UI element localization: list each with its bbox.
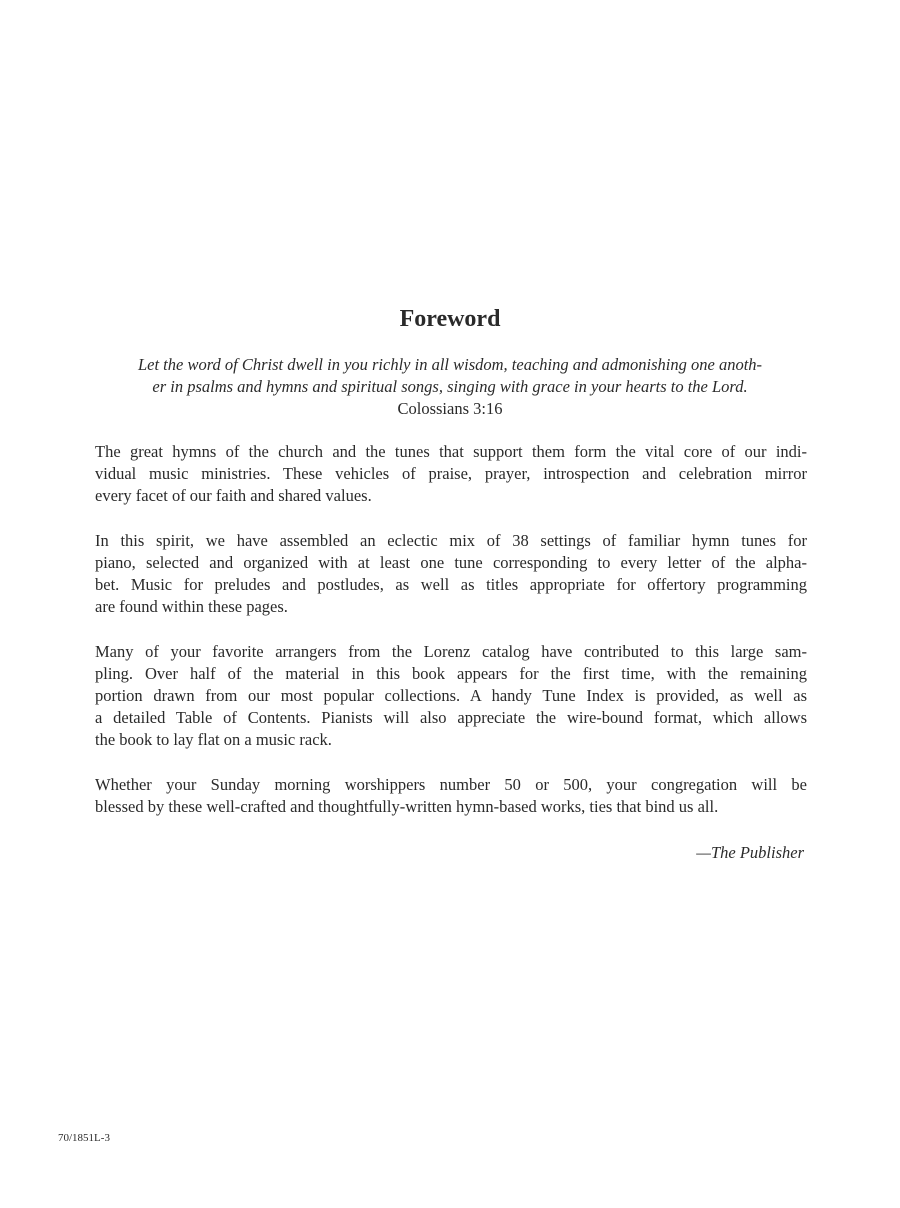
paragraph-line: are found within these pages.	[95, 597, 288, 616]
page-title: Foreword	[399, 306, 501, 332]
paragraph-line: piano, selected and organized with at least one tune corresponding to every letter of the alpha-	[95, 553, 807, 572]
paragraph-line: bet. Music for preludes and postludes, as well as titles appropriate for offertory programming	[95, 575, 807, 594]
paragraph-line: a detailed Table of Contents. Pianists will also appreciate the wire-bound format, which allows	[95, 708, 807, 727]
epigraph-line: Let the word of Christ dwell in you richly in all wisdom, teaching and admonishing one anoth-	[137, 355, 763, 374]
paragraph-4	[95, 774, 807, 818]
paragraph-line: blessed by these well-crafted and thoughtfully-written hymn-based works, ties that bind us all.	[95, 797, 719, 816]
paragraph-line: The great hymns of the church and the tunes that support them form the vital core of our indi-	[95, 442, 807, 461]
paragraph-line: In this spirit, we have assembled an eclectic mix of 38 settings of familiar hymn tunes for	[95, 531, 807, 550]
paragraph-line: the book to lay flat on a music rack.	[95, 730, 332, 749]
epigraph	[80, 354, 820, 420]
epigraph-reference: Colossians 3:16	[397, 399, 503, 418]
paragraph-2	[95, 530, 807, 618]
signature: —The Publisher	[696, 843, 804, 862]
paragraph-line: pling. Over half of the material in this book appears for the first time, with the remaining	[95, 664, 807, 683]
paragraph-line: Many of your favorite arrangers from the Lorenz catalog have contributed to this large sam-	[95, 642, 807, 661]
paragraph-3	[95, 641, 807, 751]
paragraph-line: portion drawn from our most popular collections. A handy Tune Index is provided, as well as	[95, 686, 807, 705]
paragraph-line: every facet of our faith and shared values.	[95, 486, 372, 505]
paragraph-1	[95, 441, 807, 507]
catalog-number: 70/1851L-3	[58, 1132, 110, 1144]
paragraph-line: vidual music ministries. These vehicles of praise, prayer, introspection and celebration mirror	[95, 464, 807, 483]
epigraph-line: er in psalms and hymns and spiritual songs, singing with grace in your hearts to the Lord.	[152, 377, 748, 396]
paragraph-line: Whether your Sunday morning worshippers number 50 or 500, your congregation will be	[95, 775, 807, 794]
